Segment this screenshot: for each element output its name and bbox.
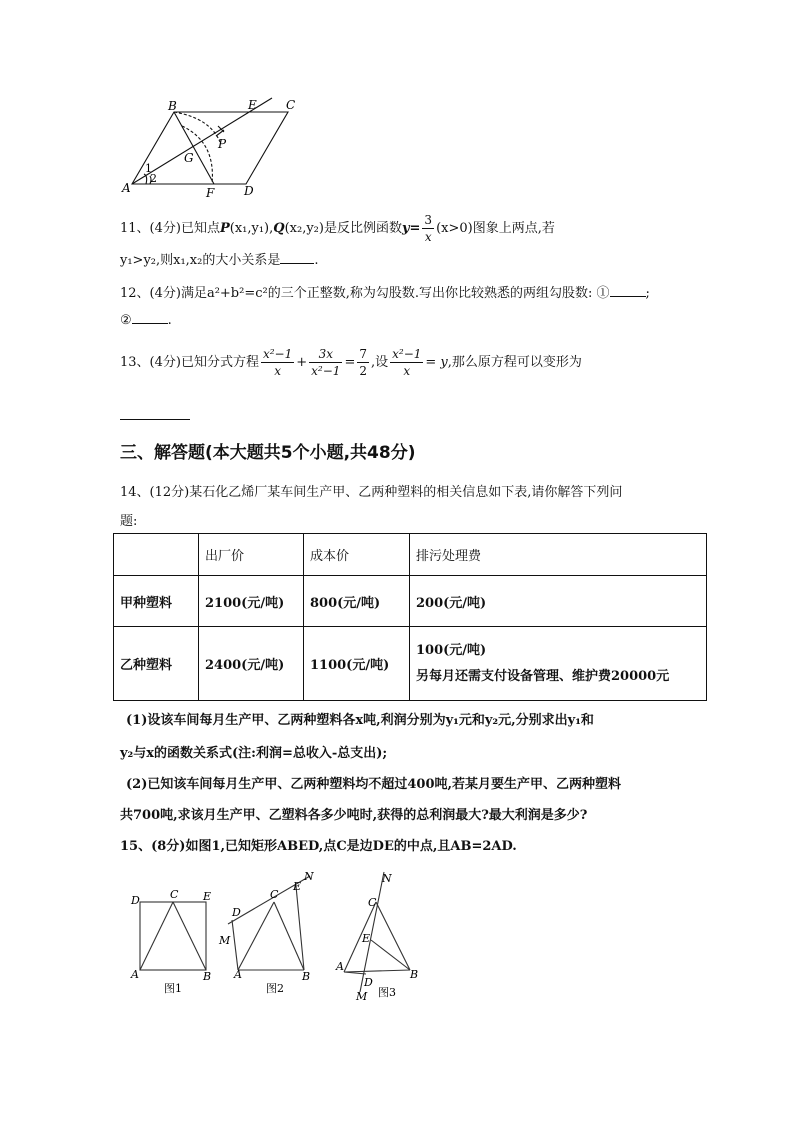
segment-bf	[174, 112, 214, 184]
fig2-label-n: N	[304, 870, 314, 883]
row-cost: 1100(元/吨)	[304, 627, 410, 701]
question-12-line1	[120, 282, 650, 301]
fig2-label-e: E	[293, 880, 302, 893]
row-fee-note: 另每月还需支付设备管理、维护费20000元	[416, 668, 670, 684]
row-fee-cell	[410, 627, 707, 701]
fig3-segment-ab	[344, 970, 410, 972]
angle-label-1: 1	[145, 162, 152, 175]
fig3-label-n: N	[382, 872, 392, 885]
q11-point-q: Q	[273, 221, 285, 236]
fig2-segment-ac	[238, 902, 274, 970]
q12-end1: ;	[645, 286, 650, 301]
label-e: E	[248, 98, 257, 112]
section-heading: 三、解答题(本大题共5个小题,共48分)	[120, 443, 416, 463]
table-header-price: 出厂价	[199, 534, 304, 576]
table-row	[114, 627, 707, 701]
row-price: 2100(元/吨)	[199, 576, 304, 627]
q11-line2-text: y₁>y₂,则x₁,x₂的大小关系是	[120, 253, 281, 268]
q13-f4-den: x	[403, 364, 411, 378]
q13-f2-num: 3x	[309, 346, 342, 363]
fig2-label-b: B	[302, 970, 311, 983]
q13-tail: ,那么原方程可以变形为	[447, 355, 582, 370]
fig3-label-d: D	[364, 976, 373, 989]
table-header-empty	[114, 534, 199, 576]
fig3-label-b: B	[410, 968, 419, 981]
fig3-segment-be	[371, 940, 410, 970]
q13-plus: +	[296, 355, 308, 370]
q14-sub2-line2: 共700吨,求该月生产甲、乙塑料各多少吨时,获得的总利润最大?最大利润是多少?	[120, 808, 588, 823]
fig2-perpendicular-ad	[232, 920, 238, 970]
q14-sub2-line1: (2)已知该车间每月生产甲、乙两种塑料均不超过400吨,若某月要生产甲、乙两种塑料	[126, 777, 622, 792]
q11-end: .	[314, 253, 319, 268]
question-14-line2: 题:	[120, 514, 138, 529]
fig1-segment-ac	[140, 902, 173, 970]
fig3-label-e: E	[362, 932, 371, 945]
fig3-segment-bc	[376, 902, 410, 970]
label-d: D	[244, 184, 254, 198]
fig2-label-c: C	[270, 888, 279, 901]
q11-fraction	[422, 212, 434, 245]
label-p: P	[218, 137, 227, 151]
q12-text: 12、(4分)满足a²+b²=c²的三个正整数,称为勾股数.写出你比较熟悉的两组勾股数: ①	[120, 286, 610, 301]
label-a: A	[122, 181, 131, 195]
fig3-label-c: C	[368, 896, 377, 909]
label-f: F	[206, 186, 215, 200]
question-11-line1	[120, 212, 555, 245]
q13-mid: ,设	[370, 355, 389, 370]
fig1-rectangle	[140, 902, 206, 970]
q12-end2: .	[167, 313, 172, 328]
q13-y-part: = y	[425, 355, 448, 370]
arc-upper	[174, 112, 220, 142]
fig3-label-a: A	[336, 960, 344, 973]
q13-f3-den: 2	[359, 364, 367, 378]
q13-f1-den: x	[274, 364, 281, 378]
q11-numerator: 3	[424, 213, 433, 227]
fig2-perpendicular-be	[296, 886, 304, 970]
table-header-cost: 成本价	[304, 534, 410, 576]
fig3-caption: 图3	[378, 986, 396, 999]
q11-y-equals: y=	[401, 221, 421, 236]
fig3-segment-ad	[344, 972, 366, 974]
row-name: 甲种塑料	[114, 576, 199, 627]
q13-f3-num: 7	[359, 347, 367, 361]
table-header-row	[114, 534, 707, 576]
q13-f4-num: x²−1	[392, 347, 422, 361]
label-g: G	[184, 151, 194, 165]
fig2-label-a: A	[234, 968, 242, 981]
q13-equals: =	[344, 355, 356, 370]
q11-point-p: P	[219, 221, 230, 236]
table-row	[114, 576, 707, 627]
fig3-label-m: M	[356, 990, 368, 1002]
q11-q-coords: (x₂,y₂)是反比例函数	[284, 221, 402, 236]
question-15-line1: 15、(8分)如图1,已知矩形ABED,点C是边DE的中点,且AB=2AD.	[120, 839, 517, 854]
fig2-caption: 图2	[266, 982, 284, 995]
question-13-line1	[120, 346, 582, 379]
q13-f1-num: x²−1	[262, 347, 293, 361]
q14-sub1-line2: y₂与x的函数关系式(注:利润=总收入-总支出);	[120, 746, 388, 761]
q13-fraction-1	[261, 346, 294, 379]
fig2-segment-bc	[274, 902, 304, 970]
question-12-line2	[120, 313, 172, 328]
arc-mark	[216, 126, 224, 136]
label-b: B	[168, 99, 177, 113]
q11-denominator: x	[424, 230, 432, 244]
fig1-label-a: A	[131, 968, 139, 981]
q11-answer-blank[interactable]	[280, 263, 314, 264]
q13-f2-den: x²−1	[311, 364, 341, 378]
q13-fraction-2	[309, 346, 342, 379]
q12-circle-2: ②	[120, 313, 132, 328]
fig1-label-b: B	[203, 970, 212, 983]
parallelogram-figure	[118, 96, 318, 200]
q14-sub1-line1: (1)设该车间每月生产甲、乙两种塑料各x吨,利润分别为y₁元和y₂元,分别求出y₁和	[126, 713, 594, 728]
fig2-label-m: M	[219, 934, 231, 947]
question-11-line2	[120, 249, 319, 268]
q11-prefix: 11、(4分)已知点	[120, 221, 220, 236]
q13-fraction-4	[390, 346, 423, 379]
question-14-line1: 14、(12分)某石化乙烯厂某车间生产甲、乙两种塑料的相关信息如下表,请你解答下列问	[120, 485, 623, 500]
q12-answer-blank-2[interactable]	[132, 323, 168, 324]
row-cost: 800(元/吨)	[304, 576, 410, 627]
row-fee: 100(元/吨)	[416, 642, 487, 658]
q11-p-coords: (x₁,y₁),	[229, 221, 274, 236]
q12-answer-blank-1[interactable]	[610, 296, 646, 297]
fig2-label-d: D	[232, 906, 241, 919]
fig1-segment-bc	[173, 902, 206, 970]
q13-prefix: 13、(4分)已知分式方程	[120, 355, 259, 370]
q15-figures	[128, 862, 428, 1002]
q13-fraction-3	[357, 346, 369, 379]
fig1-label-d: D	[131, 894, 140, 907]
label-c: C	[286, 98, 296, 112]
q11-tail: (x>0)图象上两点,若	[436, 221, 555, 236]
angle-arc-1	[144, 174, 147, 184]
row-fee: 200(元/吨)	[410, 576, 707, 627]
plastics-info-table	[113, 533, 707, 701]
angle-label-2: 2	[150, 172, 157, 185]
q13-answer-blank[interactable]	[120, 419, 190, 420]
table-header-fee: 排污处理费	[410, 534, 707, 576]
row-name: 乙种塑料	[114, 627, 199, 701]
fig1-label-e: E	[203, 890, 212, 903]
row-price: 2400(元/吨)	[199, 627, 304, 701]
fig1-label-c: C	[170, 888, 179, 901]
fig1-caption: 图1	[164, 982, 182, 995]
